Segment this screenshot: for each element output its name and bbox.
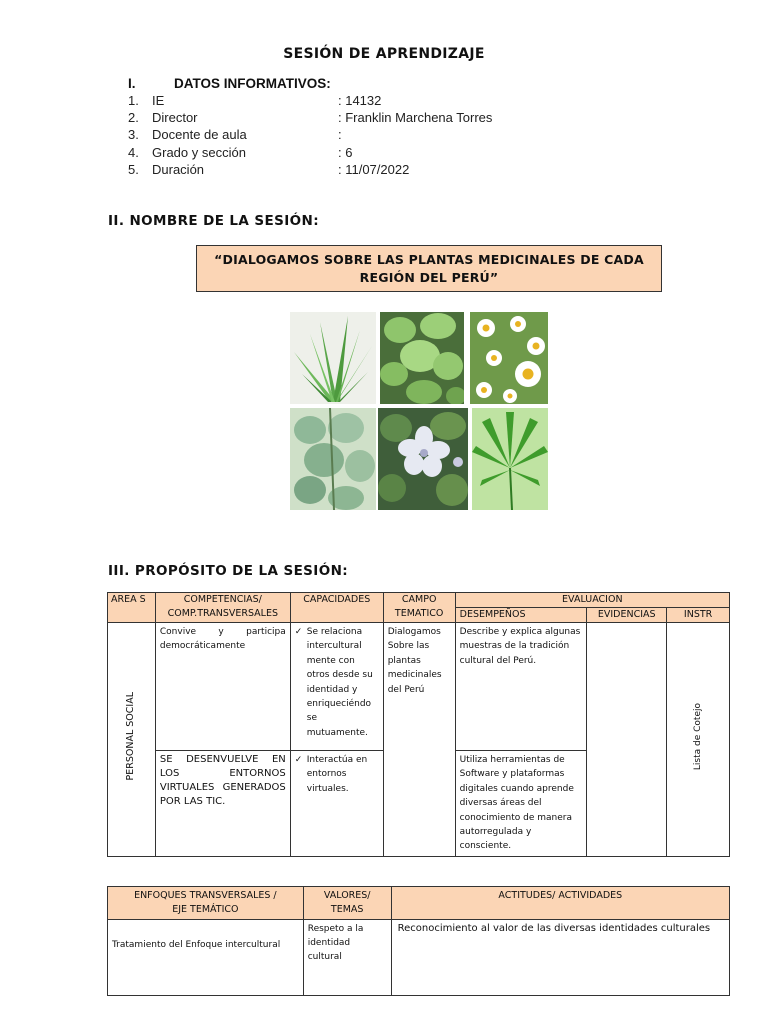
- mallow-flower-photo: [378, 408, 468, 510]
- campo-tematico-cell: Dialogamos Sobre las plantas medicinales del Perú: [383, 623, 455, 857]
- info-value: :: [338, 127, 342, 143]
- header-enfoques-line-1: ENFOQUES TRANSVERSALES /: [134, 890, 277, 901]
- capacidad-cell: [290, 623, 383, 751]
- cannabis-leaf-photo: [472, 408, 548, 510]
- eucalyptus-photo: [290, 408, 376, 510]
- table-row: [108, 920, 730, 996]
- header-valores-line-1: VALORES/: [323, 890, 371, 901]
- header-competencias: [155, 593, 290, 623]
- desempeno-cell: Describe y explica algunas muestras de la tradición cultural del Perú.: [455, 623, 587, 751]
- session-name-box: [196, 245, 662, 292]
- enfoque-cell: Tratamiento del Enfoque intercultural: [108, 920, 304, 996]
- instrumento-label: Lista de Cotejo: [692, 703, 703, 771]
- actitud-cell: Reconocimiento al valor de las diversas identidades culturales: [391, 920, 729, 996]
- info-row: [128, 127, 628, 144]
- header-desempenos: DESEMPEÑOS: [455, 608, 587, 623]
- desempeno-cell: Utiliza herramientas de Software y plataformas digitales cuando aprende diversas áreas del conocimiento de manera autorregulada y consciente.: [455, 751, 587, 857]
- capacidad-item: [295, 753, 379, 796]
- purpose-table: [107, 592, 730, 857]
- check-icon: ✓: [294, 627, 303, 637]
- info-list: [128, 93, 628, 179]
- aloe-vera-photo: [290, 312, 376, 404]
- approaches-table: [107, 886, 730, 996]
- competencia-cell: SE DESENVUELVE EN LOS ENTORNOS VIRTUALES GENERADOS POR LAS TIC.: [155, 751, 290, 857]
- info-number: 4.: [128, 144, 139, 160]
- plant-photo-collage: [288, 310, 550, 512]
- header-actitudes: ACTITUDES/ ACTIVIDADES: [391, 887, 729, 920]
- capacidad-cell: [290, 751, 383, 857]
- table-header-row: [108, 887, 730, 920]
- info-label: Docente de aula: [152, 127, 247, 143]
- info-label: Grado y sección: [152, 144, 246, 160]
- info-label: IE: [152, 93, 165, 108]
- info-row: [128, 145, 628, 162]
- header-evaluacion: EVALUACION: [455, 593, 729, 608]
- info-value: : Franklin Marchena Torres: [338, 110, 493, 126]
- session-name-line-2: REGIÓN DEL PERÚ”: [359, 270, 499, 285]
- header-valores-line-2: TEMAS: [330, 904, 364, 915]
- valor-cell: Respeto a la identidad cultural: [303, 920, 391, 996]
- header-enfoques-line-2: EJE TEMÁTICO: [172, 904, 239, 915]
- table-header-row: [108, 593, 730, 608]
- header-evidencias: EVIDENCIAS: [587, 608, 667, 623]
- section-2-heading: II. NOMBRE DE LA SESIÓN:: [108, 213, 320, 229]
- info-row: [128, 110, 628, 127]
- header-competencias-line-1: COMPETENCIAS/: [183, 594, 262, 605]
- info-value: : 14132: [338, 93, 382, 108]
- chamomile-photo: [470, 312, 548, 404]
- info-number: 5.: [128, 161, 139, 177]
- capacidad-text: Interactúa en entornos virtuales.: [306, 755, 368, 794]
- info-number: 3.: [128, 127, 139, 143]
- area-label: PERSONAL SOCIAL: [125, 692, 137, 781]
- instrumento-cell: [667, 623, 730, 857]
- header-competencias-line-2: COMP.TRANSVERSALES: [167, 608, 278, 619]
- header-campo: [383, 593, 455, 623]
- section-3-heading: III. PROPÓSITO DE LA SESIÓN:: [108, 563, 349, 579]
- capacidad-item: [295, 625, 379, 740]
- page-title: SESIÓN DE APRENDIZAJE: [283, 46, 485, 62]
- section-1-title: DATOS INFORMATIVOS:: [174, 76, 331, 91]
- header-campo-line-2: TEMATICO: [394, 608, 444, 619]
- table-row: [108, 623, 730, 751]
- info-label: Duración: [152, 161, 205, 177]
- oregano-photo: [380, 312, 464, 404]
- info-number: 1.: [128, 93, 139, 108]
- header-capacidades: CAPACIDADES: [290, 593, 383, 623]
- info-label: Director: [152, 110, 198, 126]
- section-1-heading: [128, 76, 331, 91]
- area-cell: [108, 623, 156, 857]
- header-instr: INSTR: [667, 608, 730, 623]
- capacidad-text: Se relaciona intercultural mente con otros desde su identidad y enriqueciéndo se mutuamente.: [306, 627, 373, 738]
- section-1-number: I.: [128, 76, 136, 91]
- header-enfoques: [108, 887, 304, 920]
- info-row: [128, 162, 628, 179]
- session-name-line-1: “DIALOGAMOS SOBRE LAS PLANTAS MEDICINALES DE CADA: [214, 252, 644, 267]
- info-row: [128, 93, 628, 110]
- info-value: : 6: [338, 144, 353, 160]
- header-valores: [303, 887, 391, 920]
- header-areas: AREA S: [108, 593, 156, 623]
- info-value: : 11/07/2022: [338, 161, 410, 177]
- competencia-cell: Convive y participa democráticamente: [155, 623, 290, 751]
- header-campo-line-1: CAMPO: [401, 594, 437, 605]
- evidencias-cell: [587, 623, 667, 857]
- check-icon: ✓: [294, 755, 303, 765]
- info-number: 2.: [128, 110, 139, 126]
